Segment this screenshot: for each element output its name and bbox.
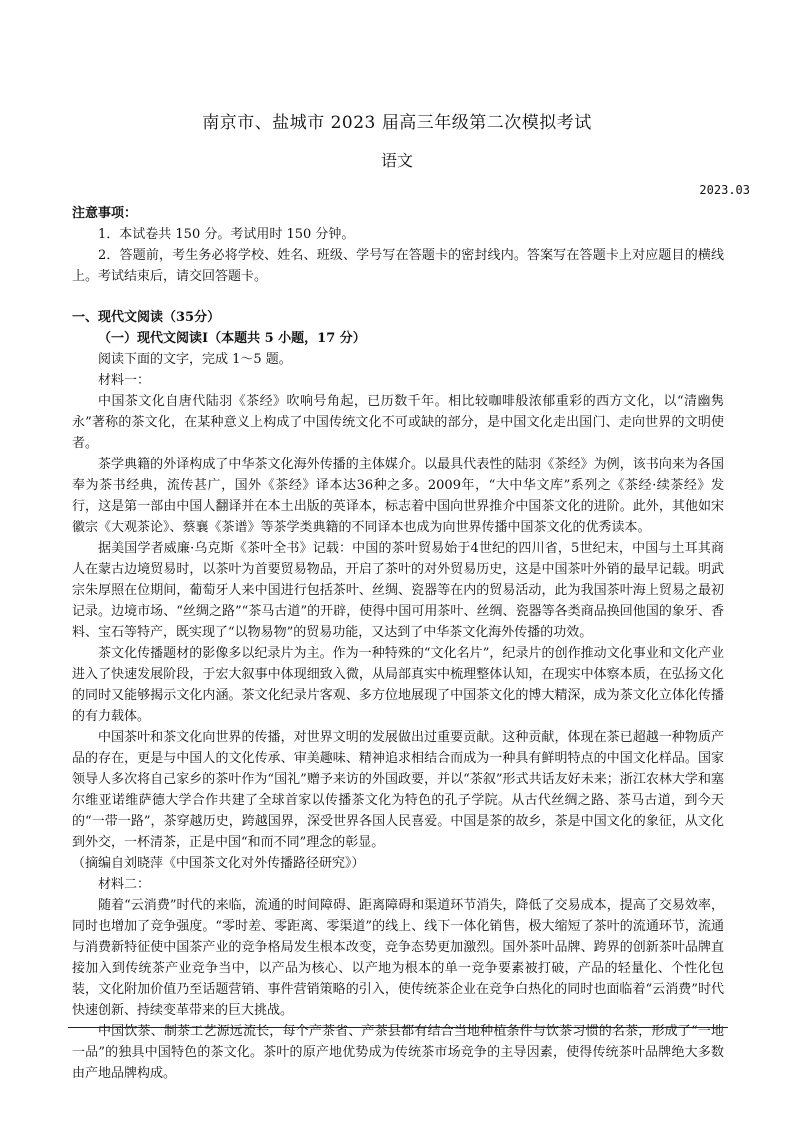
material-paragraph: 中国茶叶和茶文化向世界的传播，对世界文明的发展做出过重要贡献。这种贡献，体现在茶已超越一种物质产品的存在，更是与中国人的文化传承、审美趣味、精神追求相结合而成为一种具有鲜明特点的中国文化样品。国家领导人多次将自己家乡的茶叶作为“国礼”赠予来访的外国政要，并以“茶叙”形式共话友好未来；浙江农林大学和塞尔维亚诺维萨德大学合作共建了全球首家以传播茶文化为特色的孔子学院。从古代丝绸之路、茶马古道，到今天的“一带一路”，茶穿越历史，跨越国界，深受世界各国人民喜爱。中国是茶的故乡，茶是中国文化的象征，从文化到外交，一杯清茶，正是中国“和而不同”理念的彰显。 [72,730,724,850]
material-paragraph: 茶学典籍的外译构成了中华茶文化海外传播的主体媒介。以最具代表性的陆羽《茶经》为例，该书向来为各国奉为茶书经典，流传甚广，国外《茶经》译本达36种之多。2009年，“大中华文库”系列之《茶经·续茶经》发行，这是第一部由中国人翻译并在本土出版的英译本，标志着中国向世界推介中国茶文化的进阶。此外，其他如宋徽宗《大观茶论》、蔡襄《茶谱》等茶学类典籍的不同译本也成为向世界传播中国茶文化的优秀读本。 [72,457,724,535]
exam-date: 2023.03 [699,183,750,197]
reading-instruction: 阅读下面的文字，完成 1～5 题。 [98,352,292,367]
notice-item: 1．本试卷共 150 分。考试用时 150 分钟。 [98,227,355,242]
exam-body [72,203,724,1084]
footer-rule [68,1027,728,1028]
section-heading: 一、现代文阅读（35分） [72,310,221,325]
notice-item: 2．答题前，考生务必将学校、姓名、班级、学号写在答题卡的密封线内。答案写在答题卡上对应题目的横线上。考试结束后，请交回答题卡。 [72,248,724,284]
section-subheading: （一）现代文阅读Ⅰ（本题共 5 小题，17 分） [98,331,366,346]
exam-title: 南京市、盐城市 2023 届高三年级第二次模拟考试 [202,113,592,133]
subject-title: 语文 [380,151,413,170]
material-label: 材料二： [98,877,151,892]
material-source: （摘编自刘晓萍《中国茶文化对外传播路径研究》） [72,856,365,871]
material-paragraph: 随着“云消费”时代的来临，流通的时间障碍、距离障碍和渠道环节消失，降低了交易成本，提高了交易效率，同时也增加了竞争强度。“零时差、零距离、零渠道”的线上、线下一体化销售，极大缩短了茶叶的流通环节，流通与消费新特征使中国茶产业的竞争格局发生根本改变，竞争态势更加激烈。国外茶叶品牌、跨界的创新茶叶品牌直接加入到传统茶产业竞争当中，以产品为核心、以产地为根本的单一竞争要素被打破，产品的轻量化、个性化包装，文化附加价值乃至话题营销、事件营销策略的引入，使传统茶企业在竞争白热化的同时也面临着“云消费”时代快速创新、持续变革带来的巨大挑战。 [72,898,724,1018]
material-paragraph: 中国茶文化自唐代陆羽《茶经》吹响号角起，已历数千年。相比较咖啡般浓郁重彩的西方文化，以“清幽隽永”著称的茶文化，在某种意义上构成了中国传统文化不可或缺的部分，是中国文化走出国门、走向世界的文明使者。 [72,394,724,451]
material-label: 材料一： [98,373,151,388]
material-paragraph: 据美国学者威廉·乌克斯《茶叶全书》记载：中国的茶叶贸易始于4世纪的四川省，5世纪末，中国与土耳其商人在蒙古边境贸易时，以茶叶为首要贸易物品，开启了茶叶的对外贸易历史，这是中国茶叶外销的最早记载。明武宗朱厚照在位期间，葡萄牙人来中国进行包括茶叶、丝绸、瓷器等在内的贸易活动，此为我国茶叶海上贸易之最初记录。边境市场、“丝绸之路”“茶马古道”的开辟，使得中国可用茶叶、丝绸、瓷器等各类商品换回他国的象牙、香料、宝石等特产，既实现了“以物易物”的贸易功能，又达到了中华茶文化海外传播的功效。 [72,541,724,640]
notice-heading: 注意事项： [72,206,138,221]
spacer [72,287,724,307]
material-paragraph: 中国饮茶、制茶工艺源远流长，每个产茶省、产茶县都有结合当地种植条件与饮茶习惯的名茶，形成了“一地一品”的独具中国特色的茶文化。茶叶的原产地优势成为传统茶市场竞争的主导因素，使得传统茶叶品牌绝大多数由产地品牌构成。 [72,1024,724,1081]
material-paragraph: 茶文化传播题材的影像多以纪录片为主。作为一种特殊的“文化名片”，纪录片的创作推动文化事业和文化产业进入了快速发展阶段，于宏大叙事中体现细致入微，从局部真实中梳理整体认知，在现实中体察本质，在弘扬文化的同时又能够揭示文化内涵。茶文化纪录片客观、多方位地展现了中国茶文化的博大精深，成为茶文化立体化传播的有力载体。 [72,646,724,724]
